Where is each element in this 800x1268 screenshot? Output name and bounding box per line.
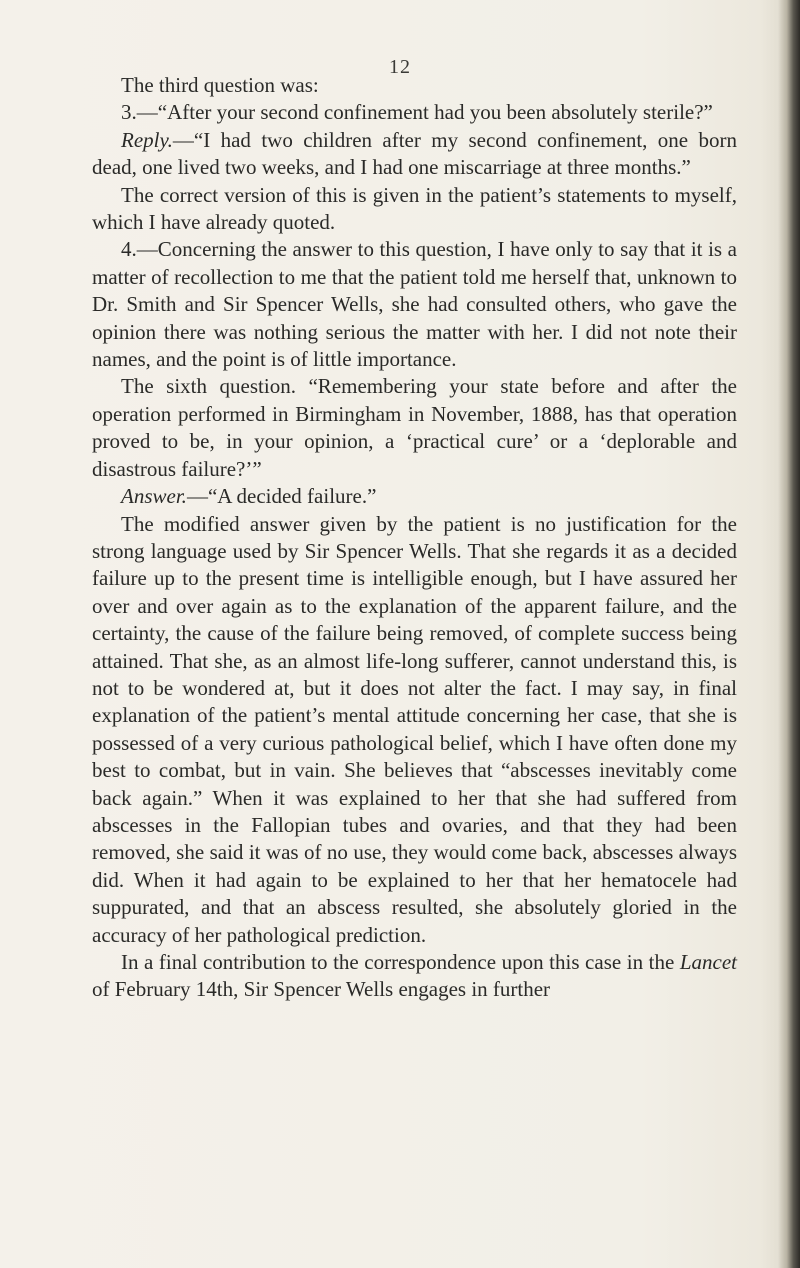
paragraph [92, 483, 737, 510]
answer-text: —“A decided failure.” [186, 484, 377, 509]
paragraph: The sixth question. “Remembering your state before and after the operation performed in Birmingham in November, 1888, has that operation proved to be, in your opinion, a ‘practical cure’ or a ‘deplorable and disastrous failure?’” [92, 374, 737, 481]
paragraph: The correct version of this is given in the patient’s statements to myself, which I have already quoted. [92, 182, 737, 235]
body-text [92, 72, 737, 1004]
paragraph [92, 949, 737, 1004]
reply-label: Reply. [121, 127, 173, 152]
paragraph-text-before: In a final contribution to the correspondence upon this case in the [121, 950, 680, 974]
paragraph: The third question was: [121, 73, 319, 97]
answer-label: Answer. [121, 484, 187, 509]
paragraph-text-after: of February 14th, Sir Spencer Wells engages in further [92, 977, 551, 1002]
paragraph [92, 127, 737, 182]
paragraph: The modified answer given by the patient is no justification for the strong language used by Sir Spencer Wells. That she regards it as a decided failure up to the present time is intelligible enough, but I have assured her over and over again as to the explanation of the apparent failure, and the certainty, the cause of the failure being removed, of complete success being attained. That she, as an almost life-long sufferer, cannot understand this, is not to be wondered at, but it does not alter the fact. I may say, in final explanation of the patient’s mental attitude concerning her case, that she is possessed of a very curious pathological belief, which I have often done my best to combat, but in vain. She believes that “abscesses inevitably come back again.” When it was explained to her that she had suffered from abscesses in the Fallopian tubes and ovaries, and that they had been removed, she said it was of no use, they would come back, abscesses always did. When it had again to be explained to her that her hematocele had suppurated, and that an abscess resulted, she absolutely gloried in the accuracy of her pathological prediction. [92, 511, 737, 947]
paragraph: 3.—“After your second confinement had you been absolutely sterile?” [121, 100, 713, 125]
page-number: 12 [389, 56, 411, 78]
paragraph: 4.—Concerning the answer to this question, I have only to say that it is a matter of recollection to me that the patient told me herself that, unknown to Dr. Smith and Sir Spencer Wells, she had consulted others, who gave the opinion there was nothing serious the matter with her. I did not note their names, and the point is of little importance. [92, 237, 737, 372]
reply-text: —“I had two children after my second confinement, one born dead, one lived two weeks, and I had one miscarriage at three months.” [92, 127, 737, 180]
page-binding-edge [778, 0, 800, 1268]
lancet-title: Lancet [679, 950, 737, 974]
